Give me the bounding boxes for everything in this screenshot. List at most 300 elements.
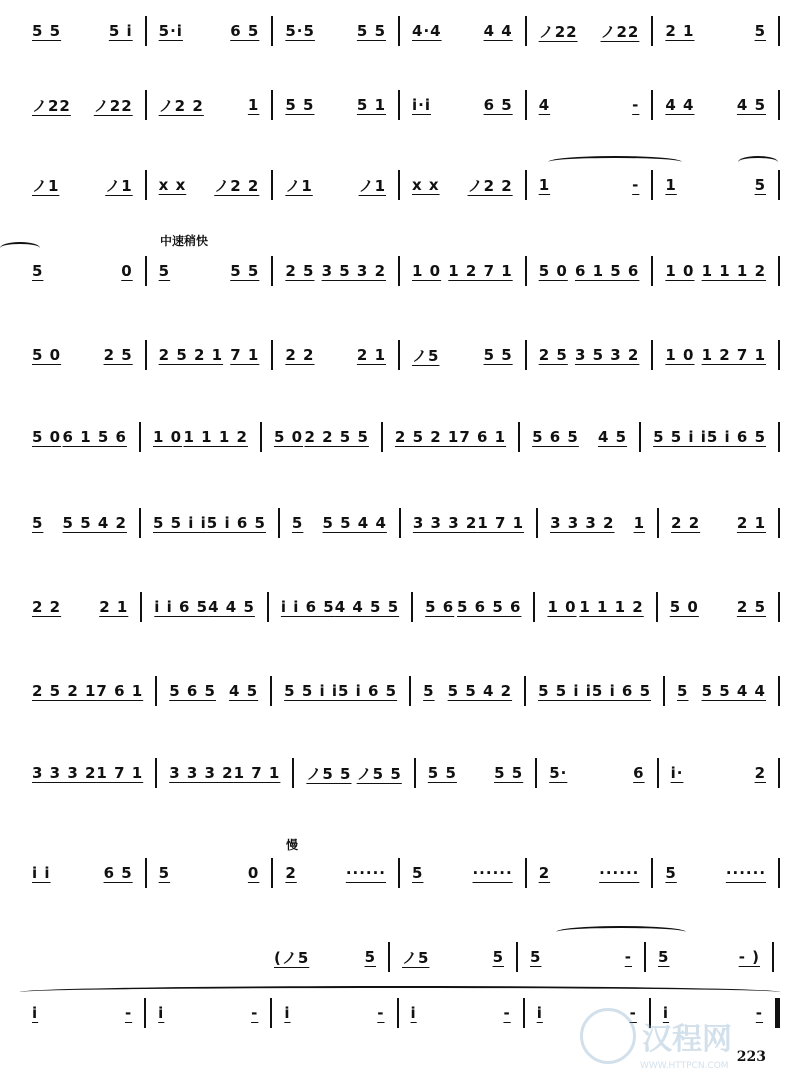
barline — [651, 340, 653, 370]
beat: 5 — [492, 948, 504, 966]
beat: i — [284, 1004, 291, 1022]
beat: i — [158, 1004, 165, 1022]
beat: 2 — [754, 764, 766, 782]
beat: 6 5 — [103, 864, 133, 882]
measure — [406, 96, 519, 114]
beat: 2 5 2 1 — [394, 428, 460, 446]
barline — [388, 942, 390, 972]
beat: 5 5 4 2 — [62, 514, 127, 532]
tempo-mark-2: 慢 — [286, 838, 299, 852]
measure — [526, 428, 633, 446]
beat: 3 3 3 2 — [550, 514, 615, 532]
beat: ノ22 — [32, 96, 71, 115]
beat: ノ1 — [105, 176, 133, 195]
beat: 3 3 3 2 — [169, 764, 234, 782]
beat: ······ — [599, 864, 640, 882]
measure — [279, 22, 392, 40]
beat: 5·5 — [285, 22, 315, 40]
score-row — [26, 338, 786, 372]
beat: 5 5 4 4 — [322, 514, 387, 532]
beat: ノ22 — [93, 96, 133, 115]
barline — [278, 508, 280, 538]
beat: 0 — [121, 262, 133, 280]
barline — [524, 676, 526, 706]
score-row — [26, 88, 786, 122]
measure — [279, 262, 392, 280]
measure — [275, 598, 405, 616]
barline — [525, 16, 527, 46]
beat: 5 6 5 — [169, 682, 216, 700]
beat: 1 0 — [665, 346, 695, 364]
measure — [541, 598, 649, 616]
barline — [525, 256, 527, 286]
measure — [533, 262, 646, 280]
beat: 1 0 — [152, 428, 183, 446]
score-row — [26, 674, 786, 708]
barline — [381, 422, 383, 452]
beat: 1 — [247, 96, 260, 114]
barline — [145, 858, 147, 888]
barline — [409, 676, 411, 706]
measure — [26, 346, 139, 364]
measure — [422, 764, 529, 782]
beat: 1 1 1 2 — [183, 428, 248, 446]
barline — [271, 16, 273, 46]
measure — [279, 864, 392, 882]
barline — [639, 422, 641, 452]
measure — [659, 22, 772, 40]
measure — [406, 864, 519, 882]
measure — [524, 948, 638, 966]
measure — [533, 346, 646, 364]
measure — [543, 764, 650, 782]
measure — [665, 514, 772, 532]
beat: 2 5 — [285, 262, 315, 280]
beat: ······ — [472, 864, 513, 882]
beat: 2 5 — [538, 346, 568, 364]
beat: - — [503, 1004, 511, 1022]
beat: 1 0 — [665, 262, 695, 280]
measure — [279, 346, 392, 364]
beat: 5 0 — [32, 346, 62, 364]
barline — [778, 16, 780, 46]
measure — [26, 22, 139, 40]
barline — [651, 858, 653, 888]
beat: 5 5 i i — [538, 682, 592, 700]
barline — [536, 508, 538, 538]
barline — [533, 592, 535, 622]
barline — [398, 16, 400, 46]
beat: x x — [412, 176, 440, 194]
beat: ノ5 — [412, 346, 440, 365]
slur-mark — [20, 986, 780, 998]
beat: 5 5 — [230, 262, 260, 280]
beat: - — [377, 1004, 385, 1022]
measure — [659, 864, 772, 882]
watermark-url: WWW.HTTPCN.COM — [640, 1061, 729, 1071]
barline — [525, 858, 527, 888]
measure — [406, 22, 519, 40]
beat: 2 1 — [356, 346, 387, 364]
measure — [26, 428, 133, 446]
beat: 2 — [538, 864, 551, 882]
barline — [778, 256, 780, 286]
measure — [153, 22, 266, 40]
beat: 5 0 — [273, 428, 304, 446]
measure — [268, 428, 375, 446]
tempo-mark-1: 中速稍快 — [160, 234, 209, 248]
barline — [145, 90, 147, 120]
barline — [271, 256, 273, 286]
beat: 4 5 — [597, 428, 628, 446]
beat: ノ2 2 — [214, 176, 260, 195]
beat: 5 0 — [669, 598, 699, 616]
beat: 5 6 5 6 — [457, 598, 522, 616]
beat: 2 2 5 5 — [304, 428, 369, 446]
measure — [163, 682, 264, 700]
barline — [145, 340, 147, 370]
beat: 5 5 i i — [284, 682, 338, 700]
beat: 5 0 — [32, 428, 62, 446]
measure — [659, 176, 772, 194]
score-row — [26, 590, 786, 624]
beat: 5 — [530, 948, 542, 966]
beat: ノ22 — [538, 22, 578, 41]
measure — [26, 1004, 138, 1022]
beat: 1 1 1 2 — [579, 598, 644, 616]
barline — [525, 340, 527, 370]
measure — [659, 346, 772, 364]
beat: ノ5 5 — [356, 764, 402, 783]
beat: 2 1 — [99, 598, 129, 616]
beat: - — [629, 1004, 637, 1022]
beat: 1 1 1 2 — [701, 262, 767, 280]
measure — [544, 514, 651, 532]
beat: 5 — [412, 864, 424, 882]
beat: 0 — [247, 864, 260, 882]
beat: 1 2 7 1 — [448, 262, 513, 280]
beat: 5 — [658, 948, 670, 966]
beat: 2 5 2 1 — [158, 346, 224, 364]
barline — [778, 90, 780, 120]
measure — [659, 262, 772, 280]
beat: i — [662, 1004, 670, 1022]
barline — [525, 170, 527, 200]
measure — [406, 175, 519, 196]
barline — [144, 998, 146, 1028]
beat: 5· — [549, 764, 568, 782]
barline — [778, 340, 780, 370]
beat: i i 6 5 — [280, 598, 335, 616]
barline — [414, 758, 416, 788]
beat: 5 i 6 5 — [706, 428, 767, 446]
measure — [532, 682, 657, 700]
barline — [775, 998, 780, 1028]
score-row — [26, 420, 786, 454]
beat: 5 — [158, 262, 171, 280]
measure — [389, 428, 512, 446]
beat: i — [32, 1004, 39, 1022]
beat: ノ2 2 — [158, 96, 204, 115]
measure — [406, 262, 519, 280]
barline — [656, 592, 658, 622]
barline — [657, 758, 659, 788]
beat: - — [755, 1004, 764, 1022]
measure — [153, 346, 266, 364]
beat: 5 5 i i — [152, 514, 207, 532]
measure — [26, 95, 139, 116]
beat: i i — [32, 864, 51, 882]
barline — [525, 90, 527, 120]
beat: 5 5 — [483, 346, 513, 364]
beat: 6 1 5 6 — [574, 262, 640, 280]
beat: ······ — [345, 864, 387, 882]
beat: 5 i 6 5 — [337, 682, 398, 700]
beat: 1 2 7 1 — [701, 346, 767, 364]
measure — [665, 764, 772, 782]
barline — [516, 942, 518, 972]
beat: 1 0 — [547, 598, 577, 616]
measure — [26, 864, 139, 882]
beat: 6 5 — [230, 22, 260, 40]
barline — [271, 90, 273, 120]
barline — [411, 592, 413, 622]
beat: 5 — [158, 864, 171, 882]
measure — [533, 21, 646, 42]
beat: 3 3 3 2 — [412, 514, 478, 532]
barline — [778, 592, 780, 622]
barline — [260, 422, 262, 452]
barline — [778, 508, 780, 538]
beat: 1 — [665, 176, 677, 194]
measure — [405, 1004, 517, 1022]
beat: i i 6 5 — [154, 598, 209, 616]
beat: 6 — [633, 764, 645, 782]
barline — [267, 592, 269, 622]
barline — [270, 676, 272, 706]
score-row — [26, 254, 786, 288]
beat: 5 5 — [427, 764, 457, 782]
beat: 5 — [677, 682, 689, 700]
beat: 4 4 5 — [208, 598, 255, 616]
beat: ノ5 — [402, 948, 430, 967]
beat: 4 — [538, 96, 551, 114]
barline — [663, 676, 665, 706]
measure — [26, 514, 133, 532]
barline — [397, 998, 399, 1028]
beat: 5 5 4 4 — [701, 682, 766, 700]
measure — [152, 1004, 264, 1022]
beat: 2 1 — [665, 22, 695, 40]
measure — [26, 682, 149, 700]
watermark-text: 汉程网 — [642, 1022, 732, 1057]
beat: ノ1 — [32, 176, 60, 195]
barline — [271, 340, 273, 370]
beat: 5 — [32, 514, 44, 532]
beat: 7 1 — [230, 346, 260, 364]
beat: 5 5 — [285, 96, 315, 114]
beat: 5·i — [158, 22, 183, 40]
beat: 2 2 — [285, 346, 315, 364]
beat: x x — [158, 176, 187, 194]
beat: 7 6 1 — [459, 428, 507, 446]
barline — [398, 340, 400, 370]
barline — [140, 592, 142, 622]
barline — [778, 858, 780, 888]
barline — [518, 422, 520, 452]
measure — [147, 514, 272, 532]
barline — [651, 256, 653, 286]
barline — [139, 508, 141, 538]
measure — [26, 598, 134, 616]
beat: 4 4 5 5 — [334, 598, 400, 616]
barline — [139, 422, 141, 452]
score-row — [268, 940, 780, 974]
score-row — [26, 168, 786, 202]
barline — [292, 758, 294, 788]
measure — [279, 96, 392, 114]
barline — [271, 170, 273, 200]
page-number: 223 — [736, 1049, 766, 1065]
beat: 1 — [538, 176, 551, 194]
barline — [145, 256, 147, 286]
measure — [153, 95, 266, 116]
score-row — [26, 756, 786, 790]
beat: 2 2 — [671, 514, 701, 532]
beat: i — [536, 1004, 543, 1022]
measure — [533, 864, 646, 882]
measure — [407, 514, 530, 532]
beat: 5 5 — [494, 764, 524, 782]
measure — [279, 175, 392, 196]
watermark-logo-icon — [580, 1008, 636, 1064]
beat: 5 — [291, 514, 304, 532]
beat: 5 — [32, 262, 44, 280]
beat: 2 5 2 1 — [32, 682, 97, 700]
barline — [778, 758, 780, 788]
beat: - — [251, 1004, 259, 1022]
score-row — [26, 856, 786, 890]
barline — [398, 170, 400, 200]
beat: 6 1 5 6 — [62, 428, 127, 446]
beat: 2 — [285, 864, 297, 882]
watermark — [580, 1011, 760, 1071]
slur-mark — [548, 156, 682, 168]
barline — [644, 942, 646, 972]
measure — [26, 262, 139, 280]
barline — [155, 676, 157, 706]
beat: ······ — [725, 864, 767, 882]
beat: 2 5 — [736, 598, 767, 616]
barline — [398, 256, 400, 286]
beat: 3 3 3 2 — [32, 764, 97, 782]
barline — [651, 90, 653, 120]
beat: 5 — [754, 176, 767, 194]
slur-mark — [556, 926, 686, 938]
measure — [26, 175, 139, 196]
measure — [664, 598, 772, 616]
beat: 4 5 — [229, 682, 259, 700]
barline — [772, 942, 774, 972]
beat: ノ5 5 — [306, 764, 352, 783]
barline — [399, 508, 401, 538]
beat: 5 5 — [32, 22, 62, 40]
barline — [398, 858, 400, 888]
measure — [406, 345, 519, 366]
beat: 5 0 — [538, 262, 568, 280]
measure — [163, 764, 286, 782]
beat: 5 1 — [356, 96, 387, 114]
measure — [659, 96, 772, 114]
barline — [651, 16, 653, 46]
barline — [145, 16, 147, 46]
beat: 6 5 — [483, 96, 513, 114]
beat: 5 5 i i — [653, 428, 707, 446]
measure — [26, 764, 149, 782]
measure — [417, 682, 518, 700]
barline — [145, 170, 147, 200]
beat: 5 i 6 5 — [591, 682, 652, 700]
beat: 5 5 — [356, 22, 387, 40]
slur-mark — [0, 242, 40, 254]
score-row — [26, 506, 786, 540]
measure — [153, 864, 266, 882]
barline — [651, 170, 653, 200]
barline — [778, 422, 780, 452]
beat: 1 7 1 — [477, 514, 525, 532]
beat: 1 0 — [412, 262, 442, 280]
beat: ノ2 2 — [467, 176, 513, 195]
measure — [153, 262, 266, 280]
slur-mark — [738, 156, 778, 168]
beat: - — [632, 96, 640, 114]
beat: 4 5 — [736, 96, 767, 114]
beat: 5 6 — [425, 598, 455, 616]
beat: 5 — [665, 864, 677, 882]
beat: 5 5 4 2 — [447, 682, 513, 700]
beat: i — [410, 1004, 417, 1022]
measure — [652, 948, 766, 966]
beat: 5 6 5 — [532, 428, 579, 446]
barline — [778, 676, 780, 706]
measure — [278, 1004, 390, 1022]
beat: 4·4 — [412, 22, 442, 40]
beat: 3 5 3 2 — [321, 262, 387, 280]
measure — [300, 763, 407, 784]
barline — [657, 508, 659, 538]
beat: - — [632, 176, 640, 194]
beat: 2 2 — [32, 598, 62, 616]
beat: 5 — [364, 948, 376, 966]
measure — [268, 947, 382, 968]
beat: 1 — [633, 514, 646, 532]
beat: 4 4 — [483, 22, 513, 40]
beat: 4 4 — [665, 96, 695, 114]
beat: (ノ5 — [274, 948, 310, 967]
beat: 5 — [754, 22, 767, 40]
barline — [535, 758, 537, 788]
barline — [270, 998, 272, 1028]
measure — [147, 428, 254, 446]
beat: 7 6 1 — [96, 682, 144, 700]
beat: - ) — [738, 948, 760, 966]
beat: 3 5 3 2 — [574, 346, 640, 364]
beat: 5 — [423, 682, 435, 700]
barline — [523, 998, 525, 1028]
measure — [671, 682, 772, 700]
barline — [778, 170, 780, 200]
beat: 2 5 — [103, 346, 133, 364]
